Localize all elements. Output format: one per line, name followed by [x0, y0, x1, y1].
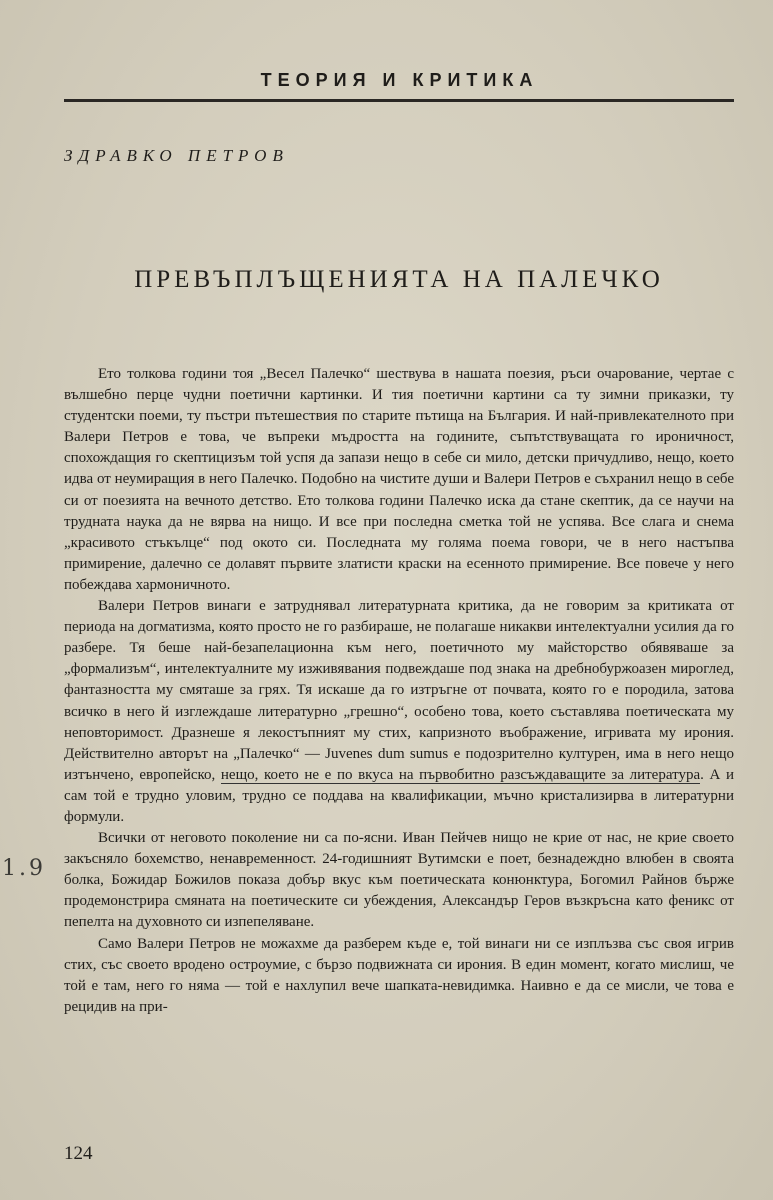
paragraph-4: Само Валери Петров не можахме да разберем къде е, той винаги ни се изплъзва със своя игрив стих, със своето вродено остроумие, с бързо подвижната си ирония. В един момент, когато мислиш, че той е там, него го няма — той е нахлупил вече шапката-невидимка. Наивно е да се мисли, че това е рецидив на при- — [64, 935, 734, 1015]
paragraph-2-end: . А и сам той е трудно уловим, трудно се поддава на квалификации, мъчно кристализирва в литературни формули. — [64, 766, 734, 825]
paragraph-3: Всички от неговото поколение ни са по-ясни. Иван Пейчев нищо не крие от нас, не крие своето закъсняло бохемство, ненавременност. 24-годишният Вутимски е поет, безнадеждно влюбен в своята болка, Божидар Божилов показа добър вкус към поетическата конюнктура, Богомил Райнов бърже продемонстрира смяната на поетическите си убеждения, Александър Геров възкръсна като феникс от пепелта на духовното си изпепеляване. — [64, 830, 734, 931]
handwritten-margin-mark: 1.9 — [2, 856, 46, 881]
paragraph-1: Ето толкова години тоя „Весел Палечко“ шествува в нашата поезия, ръси очарование, чертае с вълшебно перце чудни поетични картинки. И тия поетични картини са ту зимни приказки, ту студентски поеми, ту пъстри пътешествия по старите пътища на България. И най-привлекателното при Валери Петров е това, че въпреки мъдростта на годините, съпътствуващата го ироничност, спохождащия го скептицизъм той успя да запази нещо в себе си мило, детски причудливо, нещо, което идва от неумиращия в него Палечко. Подобно на чистите души и Валери Петров е съхранил нещо в себе си от поезията на вечното детство. Ето толкова години Палечко иска да стане скептик, да се научи на трудната наука да не вярва на нищо. И все при последна сметка той не успява. Все слага и снема „красивото стъкълце“ под окото си. Последната му голяма поема говори, че в него настъпва примирение, далечно се долавят първите златисти краски на есенното примирение. Все повече у него побеждава хармоничното. — [64, 366, 734, 593]
underlined-passage: нещо, което не е по вкуса на първобитно разсъждаващите за литература — [220, 766, 701, 783]
paragraph-2 — [64, 596, 734, 828]
header-rule — [64, 99, 734, 102]
page-number: 124 — [64, 1143, 93, 1164]
author-name: ЗДРАВКО ПЕТРОВ — [64, 146, 289, 165]
article-title: ПРЕВЪПЛЪЩЕНИЯТА НА ПАЛЕЧКО — [134, 266, 664, 293]
article-body — [64, 364, 734, 1018]
section-header: ТЕОРИЯ И КРИТИКА — [260, 70, 539, 90]
paragraph-2-start: Валери Петров винаги е затруднявал литературната критика, да не говорим за критиката от периода на догматизма, която просто не го разбираше, не полагаше никакви интелектуални усилия да го разбере. Тя беше най-безапелационна към него, поетичното му майсторство обявяваше за „формализъм“, интелектуалните му изживявания подвеждаше под знака на дребнобуржоазен мироглед, фантазността му смяташе за грях. Тя искаше да го изтръгне от почвата, която го е породила, затова всичко в него й изглеждаше литературно „грешно“, особено това, което съставлява поетическата му неповторимост. Дразнеше я лекостъпният му стих, капризното въображение, игривата му ирония. Действително авторът на „Палечко“ — Juvenes dum sumus е подозрително културен, има в него нещо изтънчено, европейско, — [64, 598, 734, 783]
